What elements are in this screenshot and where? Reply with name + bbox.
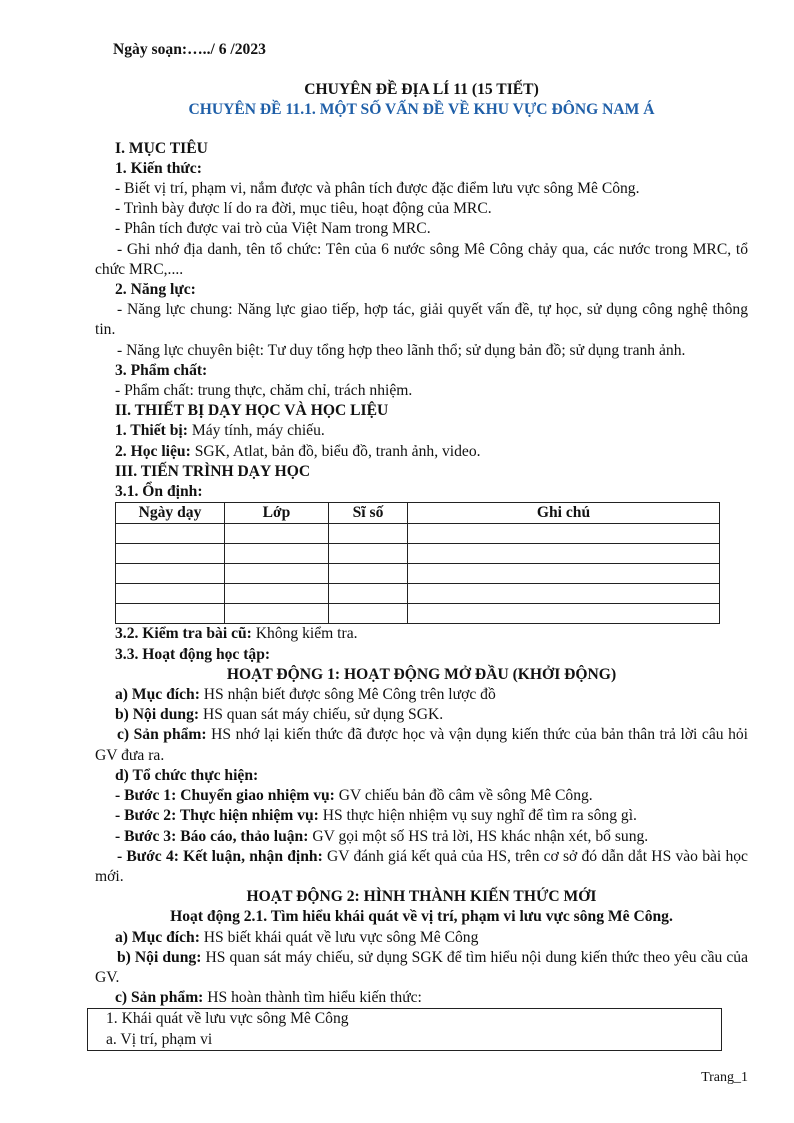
date-line: Ngày soạn:…../ 6 /2023 — [113, 41, 266, 58]
product-text: HS hoàn thành tìm hiểu kiến thức: — [203, 989, 422, 1007]
activity1-goal — [95, 685, 748, 705]
section-heading-equipment: II. THIẾT BỊ DẠY HỌC VÀ HỌC LIỆU — [115, 402, 389, 420]
ability-item: - Năng lực chuyên biệt: Tư duy tổng hợp theo lãnh thổ; sử dụng bản đồ; sử dụng tranh ảnh. — [117, 341, 686, 359]
ability-item: - Năng lực chung: Năng lực giao tiếp, hợp tác, giải quyết vấn đề, tự học, sử dụng công nghệ thông tin. — [95, 301, 748, 339]
table-cell[interactable] — [329, 584, 408, 604]
knowledge-item: - Trình bày được lí do ra đời, mục tiêu, hoạt động của MRC. — [115, 200, 492, 218]
table-cell[interactable] — [116, 564, 225, 584]
table-cell[interactable] — [408, 584, 720, 604]
stable-heading: 3.1. Ổn định: — [115, 483, 203, 501]
box-line: a. Vị trí, phạm vi — [106, 1030, 213, 1048]
content-text: HS quan sát máy chiếu, sử dụng SGK. — [199, 706, 444, 724]
activity1-step — [95, 827, 748, 847]
material-line — [95, 442, 748, 462]
table-cell[interactable] — [329, 524, 408, 544]
activity1-product — [95, 725, 748, 765]
activity1-step — [95, 847, 748, 887]
review-text: Không kiểm tra. — [251, 625, 358, 643]
document-title: CHUYÊN ĐỀ ĐỊA LÍ 11 (15 TIẾT) — [304, 81, 539, 99]
page-number: Trang_1 — [701, 1070, 748, 1085]
product-label: c) Sản phẩm: — [115, 989, 204, 1007]
content-label: b) Nội dung: — [117, 948, 202, 966]
goal-text: HS biết khái quát về lưu vực sông Mê Công — [199, 928, 479, 946]
step-text: GV gọi một số HS trả lời, HS khác nhận xét, bổ sung. — [308, 827, 649, 845]
quality-heading: 3. Phẩm chất: — [115, 361, 208, 379]
table-cell[interactable] — [116, 584, 225, 604]
table-cell[interactable] — [225, 524, 329, 544]
review-line — [95, 624, 748, 644]
content-text: HS quan sát máy chiếu, sử dụng SGK để tìm hiểu nội dung kiến thức theo yêu cầu của GV. — [95, 948, 748, 986]
quality-item: - Phẩm chất: trung thực, chăm chỉ, trách nhiệm. — [115, 382, 413, 400]
section-heading-process: III. TIẾN TRÌNH DẠY HỌC — [115, 462, 311, 480]
step-text: GV chiếu bản đồ câm về sông Mê Công. — [334, 787, 593, 805]
goal-text: HS nhận biết được sông Mê Công trên lược đồ — [199, 686, 496, 704]
knowledge-box — [87, 1008, 722, 1050]
table-row — [116, 564, 720, 584]
table-cell[interactable] — [116, 544, 225, 564]
table-cell[interactable] — [329, 564, 408, 584]
knowledge-item: - Ghi nhớ địa danh, tên tổ chức: Tên của 6 nước sông Mê Công chảy qua, các nước trong MRC, tổ chức MRC,.... — [95, 240, 748, 278]
attendance-table — [115, 502, 720, 624]
step-text: GV đánh giá kết quả của HS, trên cơ sở đó dẫn dắt HS vào bài học mới. — [95, 847, 748, 885]
goal-label: a) Mục đích: — [115, 928, 200, 946]
material-text: SGK, Atlat, bản đồ, biểu đồ, tranh ảnh, video. — [190, 442, 481, 460]
product-text: HS nhớ lại kiến thức đã được học và vận dụng kiến thức của bản thân trả lời câu hỏi GV đưa ra. — [95, 726, 748, 764]
activity1-step — [95, 806, 748, 826]
activity1-org-heading: d) Tổ chức thực hiện: — [115, 766, 259, 784]
step-label: - Bước 1: Chuyển giao nhiệm vụ: — [115, 787, 335, 805]
review-label: 3.2. Kiểm tra bài cũ: — [115, 625, 252, 643]
table-cell[interactable] — [408, 524, 720, 544]
table-header-date: Ngày dạy — [116, 503, 225, 524]
ability-heading: 2. Năng lực: — [115, 281, 196, 299]
table-cell[interactable] — [329, 544, 408, 564]
step-text: HS thực hiện nhiệm vụ suy nghĩ để tìm ra sông gì. — [318, 807, 637, 825]
activity1-step — [95, 786, 748, 806]
table-row — [116, 604, 720, 624]
goal-label: a) Mục đích: — [115, 686, 200, 704]
activity2-subtitle: Hoạt động 2.1. Tìm hiểu khái quát về vị trí, phạm vi lưu vực sông Mê Công. — [170, 908, 673, 926]
box-line: 1. Khái quát về lưu vực sông Mê Công — [106, 1010, 349, 1028]
activity2-title: HOẠT ĐỘNG 2: HÌNH THÀNH KIẾN THỨC MỚI — [246, 888, 597, 906]
content-label: b) Nội dung: — [115, 706, 200, 724]
knowledge-item: - Biết vị trí, phạm vi, nắm được và phân tích được đặc điểm lưu vực sông Mê Công. — [115, 180, 640, 198]
device-text: Máy tính, máy chiếu. — [187, 422, 325, 440]
section-heading-goals: I. MỤC TIÊU — [115, 139, 208, 157]
document-subtitle: CHUYÊN ĐỀ 11.1. MỘT SỐ VẤN ĐỀ VỀ KHU VỰC ĐÔNG NAM Á — [188, 101, 655, 119]
table-cell[interactable] — [225, 564, 329, 584]
document-page — [95, 40, 748, 1051]
table-cell[interactable] — [116, 604, 225, 624]
table-header-row — [116, 503, 720, 524]
activity1-content — [95, 705, 748, 725]
table-cell[interactable] — [116, 524, 225, 544]
device-line — [95, 421, 748, 441]
material-label: 2. Học liệu: — [115, 442, 191, 460]
table-header-count: Sĩ số — [329, 503, 408, 524]
table-cell[interactable] — [329, 604, 408, 624]
table-row — [116, 584, 720, 604]
activities-heading: 3.3. Hoạt động học tập: — [115, 645, 271, 663]
knowledge-item: - Phân tích được vai trò của Việt Nam trong MRC. — [115, 220, 431, 238]
knowledge-heading: 1. Kiến thức: — [115, 159, 202, 177]
table-row — [116, 524, 720, 544]
activity2-content — [95, 948, 748, 988]
step-label: - Bước 4: Kết luận, nhận định: — [117, 847, 323, 865]
table-cell[interactable] — [225, 584, 329, 604]
product-label: c) Sản phẩm: — [117, 726, 207, 744]
activity2-product — [95, 988, 748, 1008]
table-row — [116, 544, 720, 564]
table-cell[interactable] — [408, 564, 720, 584]
table-header-note: Ghi chú — [408, 503, 720, 524]
step-label: - Bước 3: Báo cáo, thảo luận: — [115, 827, 309, 845]
table-header-class: Lớp — [225, 503, 329, 524]
table-cell[interactable] — [408, 604, 720, 624]
activity2-goal — [95, 928, 748, 948]
device-label: 1. Thiết bị: — [115, 422, 188, 440]
table-cell[interactable] — [225, 544, 329, 564]
table-cell[interactable] — [225, 604, 329, 624]
step-label: - Bước 2: Thực hiện nhiệm vụ: — [115, 807, 319, 825]
table-cell[interactable] — [408, 544, 720, 564]
activity1-title: HOẠT ĐỘNG 1: HOẠT ĐỘNG MỞ ĐẦU (KHỞI ĐỘNG) — [226, 665, 617, 683]
